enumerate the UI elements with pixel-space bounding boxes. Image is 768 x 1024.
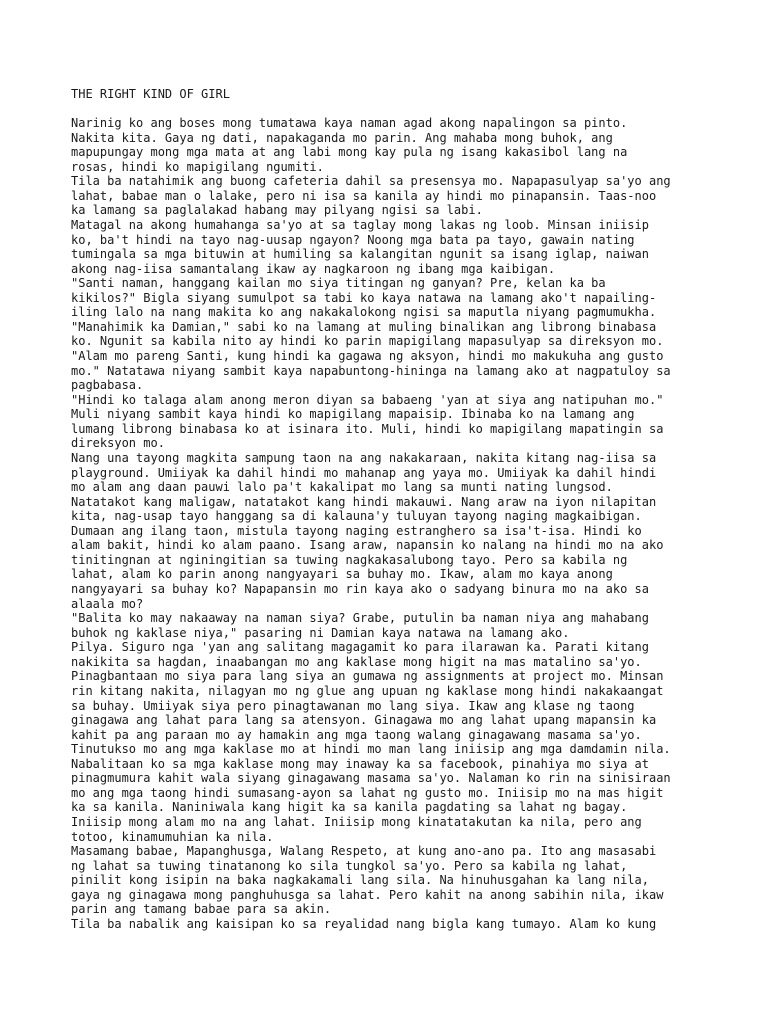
- text-line: Nabalitaan ko sa mga kaklase mong may inaway ka sa facebook, pinahiya mo siya at: [71, 756, 649, 771]
- text-line: pagbabasa.: [71, 378, 144, 393]
- text-line: tumingala sa mga bituwin at humiling sa kalangitan ngunit sa isang iglap, naiwan: [71, 247, 649, 262]
- text-line: Tinutukso mo ang mga kaklase mo at hindi mo man lang iniisip ang mga damdamin nila.: [71, 742, 671, 757]
- text-line: Iniisip mong alam mo na ang lahat. Iniisip mong kinatatakutan ka nila, pero ang: [71, 815, 642, 829]
- text-line: pinagmumura kahit wala siyang ginagawang masama sa'yo. Nalaman ko rin na sinisiraan: [71, 771, 671, 786]
- text-line: Tila ba natahimik ang buong cafeteria dahil sa presensya mo. Napapasulyap sa'yo ang: [71, 174, 671, 189]
- text-line: "Hindi ko talaga alam anong meron diyan sa babaeng 'yan at siya ang natipuhan mo.": [71, 392, 664, 407]
- text-line: kikilos?" Bigla siyang sumulpot sa tabi ko kaya natawa na lamang ako't napailing-: [71, 290, 657, 305]
- text-line: "Manahimik ka Damian," sabi ko na lamang at muling binalikan ang librong binabasa: [71, 319, 657, 334]
- text-line: ka lamang sa paglalakad habang may pilyang ngisi sa labi.: [71, 203, 483, 218]
- text-line: akong nag-iisa samantalang ikaw ay nagkaroon ng ibang mga kaibigan.: [71, 261, 556, 276]
- text-line: ko, ba't hindi na tayo nag-uusap ngayon? Noong mga bata pa tayo, gawain nating: [71, 232, 635, 247]
- text-line: mo." Natatawa niyang sambit kaya napabuntong-hininga na lamang ako at nagpatuloy sa: [71, 363, 671, 378]
- document-body: [71, 116, 671, 932]
- text-line: Tila ba nabalik ang kaisipan ko sa reyalidad nang bigla kang tumayo. Alam ko kung: [71, 916, 657, 931]
- text-line: ka sa kanila. Naniniwala kang higit ka sa kanila pagdating sa lahat ng bagay.: [71, 800, 628, 815]
- text-line: Natatakot kang maligaw, natatakot kang hindi makauwi. Nang araw na iyon nilapitan: [71, 494, 657, 509]
- text-line: sa buhay. Umiiyak siya pero pinagtawanan mo lang siya. Ikaw ang klase ng taong: [71, 698, 635, 713]
- text-line: tinitingnan at nginingitian sa tuwing nagkakasalubong tayo. Pero sa kabila ng: [71, 552, 628, 567]
- text-line: mo alam ang daan pauwi lalo pa't kakalipat mo lang sa munti nating lungsod.: [71, 480, 613, 495]
- text-line: buhok ng kaklase niya," pasaring ni Damian kaya natawa na lamang ako.: [71, 625, 570, 640]
- text-line: alam bakit, hindi ko alam paano. Isang araw, napansin ko nalang na hindi mo na ako: [71, 538, 664, 553]
- text-line: totoo, kinamumuhian ka nila.: [71, 829, 274, 844]
- text-line: parin ang tamang babae para sa akin.: [71, 902, 332, 917]
- text-line: "Santi naman, hanggang kailan mo siya titingan ng ganyan? Pre, kelan ka ba: [71, 276, 606, 291]
- text-line: mapupungay mong mga mata at ang labi mong kay pula ng isang kakasibol lang na: [71, 145, 628, 160]
- text-line: rosas, hindi ko mapigilang ngumiti.: [71, 159, 324, 174]
- text-line: lumang librong binabasa ko at isinara ito. Muli, hindi ko mapigilang mapatingin sa: [71, 421, 664, 436]
- text-line: iling lalo na nang makita ko ang nakakalokong ngisi sa maputla niyang pagmumukha.: [71, 305, 657, 320]
- text-line: mo ang mga taong hindi sumasang-ayon sa lahat ng gusto mo. Iniisip mo na mas higit: [71, 785, 664, 800]
- text-line: rin kitang nakita, nilagyan mo ng glue ang upuan ng kaklase mong hindi nakakaangat: [71, 683, 664, 698]
- text-line: nangyayari sa buhay ko? Napapansin mo rin kaya ako o sadyang binura mo na ako sa: [71, 582, 649, 596]
- text-line: Narinig ko ang boses mong tumatawa kaya naman agad akong napalingon sa pinto.: [71, 116, 628, 130]
- text-line: "Alam mo pareng Santi, kung hindi ka gagawa ng aksyon, hindi mo makukuha ang gusto: [71, 349, 664, 363]
- text-line: Matagal na akong humahanga sa'yo at sa taglay mong lakas ng loob. Minsan iniisip: [71, 217, 649, 232]
- document-title: THE RIGHT KIND OF GIRL: [71, 87, 230, 101]
- text-line: Nakita kita. Gaya ng dati, napakaganda mo parin. Ang mahaba mong buhok, ang: [71, 130, 613, 145]
- text-line: kita, nag-usap tayo hanggang sa di kalauna'y tuluyan tayong naging magkaibigan.: [71, 509, 642, 524]
- text-line: Pinagbantaan mo siya para lang siya an gumawa ng assignments at project mo. Minsan: [71, 669, 664, 684]
- text-line: nakikita sa hagdan, inaabangan mo ang kaklase mong higit na mas matalino sa'yo.: [71, 654, 642, 669]
- text-line: pinilit kong isipin na baka nagkakamali lang sila. Na hinuhusgahan ka lang nila,: [71, 873, 649, 888]
- text-line: lahat, alam ko parin anong nangyayari sa buhay mo. Ikaw, alam mo kaya anong: [71, 567, 613, 582]
- text-line: direksyon mo.: [71, 436, 165, 451]
- text-line: Dumaan ang ilang taon, mistula tayong naging estranghero sa isa't-isa. Hindi ko: [71, 523, 642, 538]
- text-line: gaya ng ginagawa mong panghuhusga sa lahat. Pero kahit na anong sabihin nila, ikaw: [71, 887, 664, 902]
- text-line: Masamang babae, Mapanghusga, Walang Respeto, at kung ano-ano pa. Ito ang masasabi: [71, 844, 657, 859]
- text-line: kahit pa ang paraan mo ay hamakin ang mga taong walang ginagawang masama sa'yo.: [71, 727, 642, 742]
- text-line: Nang una tayong magkita sampung taon na ang nakakaraan, nakita kitang nag-iisa sa: [71, 450, 657, 465]
- text-line: Muli niyang sambit kaya hindi ko mapigilang mapaisip. Ibinaba ko na lamang ang: [71, 407, 635, 422]
- text-line: lahat, babae man o lalake, pero ni isa sa kanila ay hindi mo pinapansin. Taas-noo: [71, 188, 657, 203]
- text-line: playground. Umiiyak ka dahil hindi mo mahanap ang yaya mo. Umiiyak ka dahil hindi: [71, 465, 657, 480]
- text-line: alaala mo?: [71, 596, 144, 611]
- text-line: "Balita ko may nakaaway na naman siya? Grabe, putulin ba naman niya ang mahabang: [71, 611, 649, 626]
- text-line: Pilya. Siguro nga 'yan ang salitang magagamit ko para ilarawan ka. Parati kitang: [71, 640, 649, 655]
- text-line: ko. Ngunit sa kabila nito ay hindi ko parin mapigilang mapasulyap sa direksyon mo.: [71, 334, 664, 349]
- text-line: ng lahat sa tuwing tinatanong ko sila tungkol sa'yo. Pero sa kabila ng lahat,: [71, 858, 628, 873]
- text-line: ginagawa ang lahat para lang sa atensyon. Ginagawa mo ang lahat upang mapansin ka: [71, 713, 657, 728]
